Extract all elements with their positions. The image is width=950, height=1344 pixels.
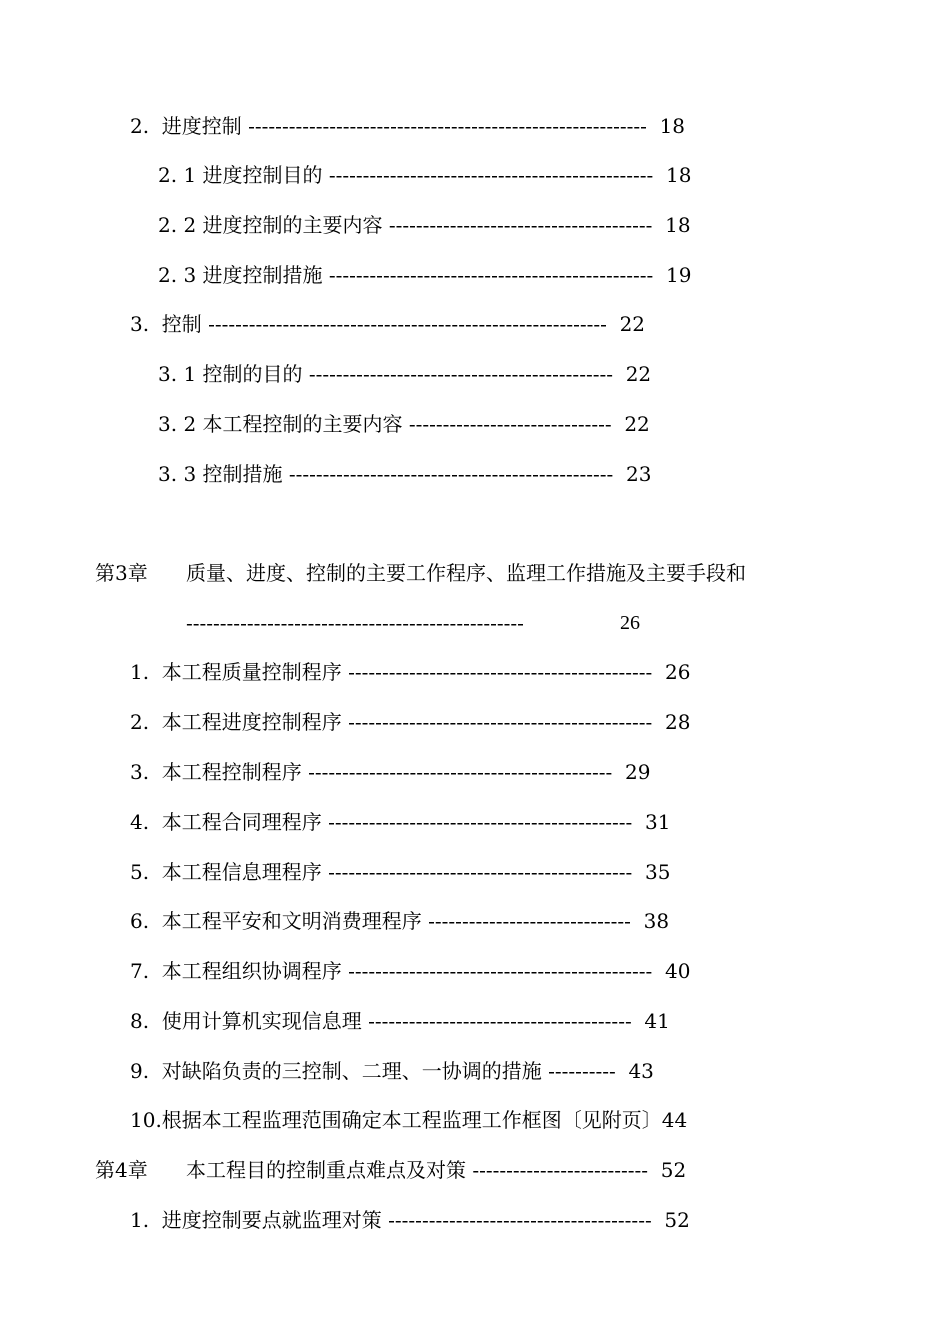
toc-entry: 10.根据本工程监理范围确定本工程监理工作框图〔见附页〕44 [130, 1108, 688, 1132]
toc-entry: 9. 对缺陷负责的三控制、二理、一协调的措施 ---------- 43 [130, 1059, 654, 1083]
chapter-label: 第3章 [95, 561, 148, 585]
toc-entry: 3. 1 控制的目的 --------------------------------------------- 22 [158, 362, 652, 386]
toc-leader: -------------------------------------------------- [186, 611, 524, 635]
chapter-label: 第4章 [95, 1158, 148, 1182]
toc-entry: 4. 本工程合同理程序 --------------------------------------------- 31 [130, 810, 671, 834]
toc-entry: 5. 本工程信息理程序 --------------------------------------------- 35 [130, 860, 671, 884]
chapter-title: 本工程目的控制重点难点及对策 -------------------------- 52 [186, 1158, 687, 1182]
toc-entry: 2. 1 进度控制目的 ------------------------------------------------ 18 [158, 163, 692, 187]
toc-entry: 2. 2 进度控制的主要内容 --------------------------------------- 18 [158, 213, 691, 237]
toc-entry: 1. 进度控制要点就监理对策 --------------------------------------- 52 [130, 1208, 690, 1232]
toc-entry: 3. 本工程控制程序 --------------------------------------------- 29 [130, 760, 651, 784]
toc-entry: 1. 本工程质量控制程序 --------------------------------------------- 26 [130, 660, 691, 684]
toc-page-number: 26 [620, 612, 640, 634]
toc-entry: 2. 3 进度控制措施 ------------------------------------------------ 19 [158, 263, 692, 287]
toc-entry: 3. 3 控制措施 ------------------------------------------------ 23 [158, 462, 652, 486]
toc-entry: 2. 本工程进度控制程序 --------------------------------------------- 28 [130, 710, 691, 734]
chapter-title: 质量、进度、控制的主要工作程序、监理工作措施及主要手段和 [186, 561, 746, 585]
toc-entry: 7. 本工程组织协调程序 --------------------------------------------- 40 [130, 959, 691, 983]
toc-entry: 8. 使用计算机实现信息理 --------------------------------------- 41 [130, 1009, 670, 1033]
toc-entry: 6. 本工程平安和文明消费理程序 ------------------------------ 38 [130, 909, 670, 933]
toc-entry: 3. 控制 ----------------------------------------------------------- 22 [130, 312, 646, 336]
toc-entry: 3. 2 本工程控制的主要内容 ------------------------------ 22 [158, 412, 650, 436]
toc-entry: 2. 进度控制 ----------------------------------------------------------- 18 [130, 114, 686, 138]
